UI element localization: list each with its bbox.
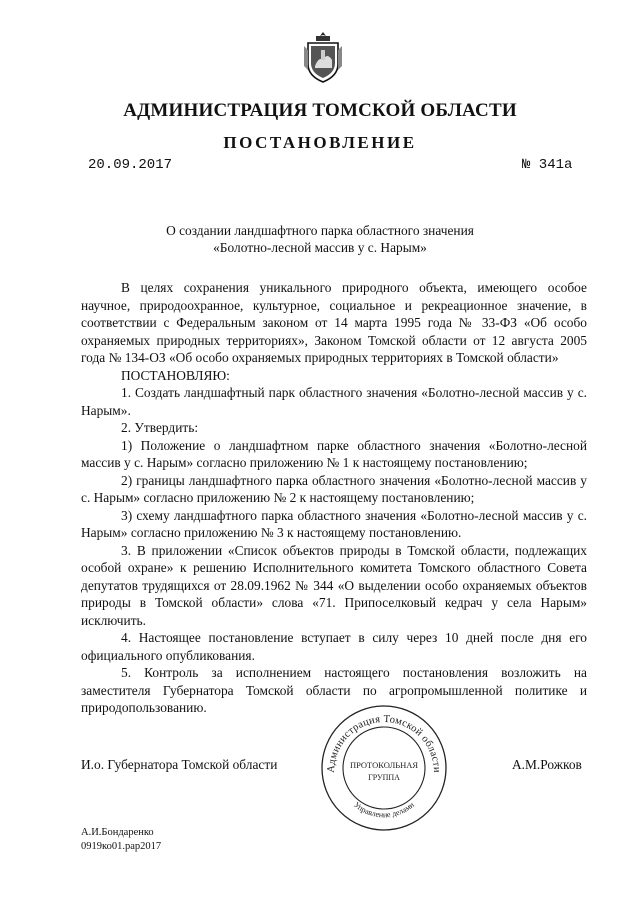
subject-line-1: О создании ландшафтного парка областного значения [166, 223, 474, 238]
list-item: 3) схему ландшафтного парка областного значения «Болотно-лесной массив у с. Нарым» согласно приложению № 3 к настоящему постановлению. [81, 507, 587, 540]
signatory-name: А.М.Рожков [512, 757, 582, 772]
document-body [81, 279, 587, 717]
organization-title: АДМИНИСТРАЦИЯ ТОМСКОЙ ОБЛАСТИ [123, 100, 517, 121]
list-item: 3. В приложении «Список объектов природы в Томской области, подлежащих особой охране» к решению Исполнительного комитета Томского областного Совета депутатов трудящихся от 28.09.1962 № 344 «О выделении особо охраняемых объектов природы в Томской области» слова «71. Припоселковый кедрач у села Нарым» исключить. [81, 542, 587, 628]
list-item: 4. Настоящее постановление вступает в силу через 10 дней после дня его официального опубликования. [81, 630, 587, 663]
preamble-paragraph: В целях сохранения уникального природного объекта, имеющего особое научное, природоохранное, культурное, социальное и рекреационное значение, в соответствии с Федеральным законом от 14 марта 1995 года № 33-ФЗ «Об особо охраняемых природных территориях», Законом Томской области от 12 августа 2005 года № 134-ОЗ «Об особо охраняемых природных территориях в Томской области» [81, 280, 587, 365]
list-item: 2) границы ландшафтного парка областного значения «Болотно-лесной массив у с. Нарым» согласно приложению № 2 к настоящему постановлению; [81, 472, 587, 505]
official-stamp [318, 702, 450, 834]
list-item: 2. Утвердить: [121, 420, 199, 435]
stamp-inner-line-1: ПРОТОКОЛЬНАЯ [349, 760, 419, 770]
document-subject [0, 222, 640, 256]
coat-of-arms-icon [302, 30, 344, 84]
document-date: 20.09.2017 [88, 157, 173, 173]
executor-name: А.И.Бондаренко [81, 827, 154, 838]
stamp-inner-line-2: ГРУППА [368, 773, 400, 782]
resolve-heading: ПОСТАНОВЛЯЮ: [121, 367, 230, 383]
list-item: 1) Положение о ландшафтном парке областного значения «Болотно-лесной массив у с. Нарым» согласно приложению № 1 к настоящему постановлению; [81, 437, 587, 470]
signatory-position: И.о. Губернатора Томской области [81, 757, 278, 772]
executor-block [81, 826, 161, 854]
list-item: 5. Контроль за исполнением настоящего постановления возложить на заместителя Губернатора Томской области по агропромышленной политике и природопользованию. [81, 665, 587, 715]
document-number: № 341а [522, 157, 573, 173]
stamp-bottom-text: Управление делами [352, 800, 416, 820]
subject-line-2: «Болотно-лесной массив у с. Нарым» [213, 240, 427, 255]
document-type: ПОСТАНОВЛЕНИЕ [223, 133, 417, 152]
stamp-outer-text: Администрация Томской области [325, 713, 443, 774]
executor-code: 0919ко01.рар2017 [81, 841, 162, 852]
list-item: 1. Создать ландшафтный парк областного значения «Болотно-лесной массив у с. Нарым». [81, 385, 587, 418]
